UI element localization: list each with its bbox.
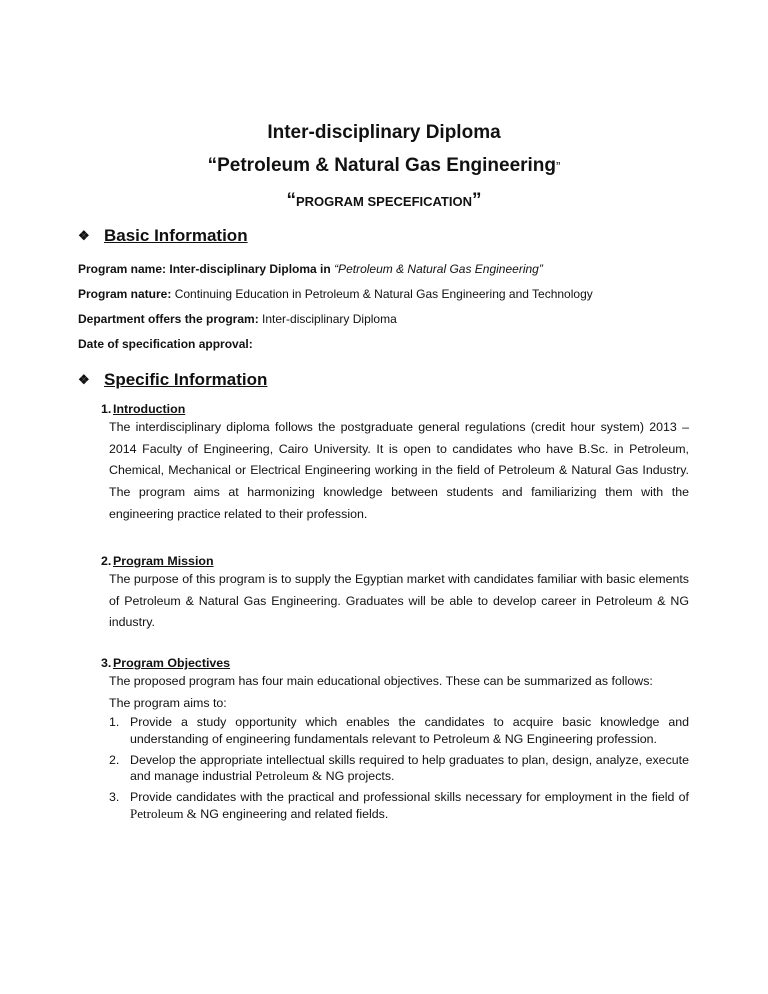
program-title xyxy=(0,155,768,177)
specific-information-label: Specific Information xyxy=(104,370,268,389)
mission-heading: Program Mission xyxy=(113,554,214,568)
objective-number: 2. xyxy=(109,752,120,767)
mission-section xyxy=(101,553,689,634)
objective-number: 3. xyxy=(109,790,120,805)
objectives-intro: The program aims to: xyxy=(109,695,227,710)
approval-date-line xyxy=(78,336,253,352)
close-quote: ” xyxy=(556,159,561,174)
objectives-body: The proposed program has four main educational objectives. These can be summarized as follows: xyxy=(109,674,653,688)
open-quote: “ xyxy=(286,190,296,211)
objective-item xyxy=(109,752,689,785)
department-value: Inter-disciplinary Diploma xyxy=(258,312,397,326)
document-title: Inter-disciplinary Diploma xyxy=(267,122,501,143)
section-number: 3. xyxy=(101,656,112,670)
objectives-section xyxy=(101,655,689,827)
introduction-heading: Introduction xyxy=(113,402,186,416)
department-line xyxy=(78,311,397,327)
section-number: 2. xyxy=(101,554,112,568)
objective-text: Provide a study opportunity which enables the candidates to acquire basic knowledge and understanding of engineering fundamentals relevant to Petroleum & NG Engineering profession. xyxy=(130,715,689,746)
diamond-bullet-icon: ❖ xyxy=(78,372,90,387)
basic-information-label: Basic Information xyxy=(104,226,248,245)
introduction-section xyxy=(101,401,689,526)
section-number: 1. xyxy=(101,402,112,416)
basic-information-heading xyxy=(78,226,248,246)
department-label: Department offers the program: xyxy=(78,312,259,326)
program-name-line xyxy=(78,261,543,277)
program-title-text: Petroleum & Natural Gas Engineering xyxy=(217,155,557,176)
specific-information-heading xyxy=(78,370,267,390)
objective-text-serif: Petroleum & xyxy=(255,768,323,784)
program-nature-value: Continuing Education in Petroleum & Natural Gas Engineering and Technology xyxy=(171,287,593,301)
objective-item xyxy=(109,789,689,822)
diamond-bullet-icon: ❖ xyxy=(78,228,90,243)
objective-text-end: NG engineering and related fields. xyxy=(196,806,389,821)
spec-subtitle xyxy=(0,190,768,212)
program-name-value: “Petroleum & Natural Gas Engineering” xyxy=(334,262,543,276)
program-nature-label: Program nature: xyxy=(78,287,172,301)
objectives-list xyxy=(109,714,689,822)
program-nature-line xyxy=(78,286,593,302)
objective-item xyxy=(109,714,689,747)
objectives-heading: Program Objectives xyxy=(113,656,231,670)
mission-body: The purpose of this program is to supply the Egyptian market with candidates familiar with basic elements of Petroleum & Natural Gas Engineering. Graduates will be able to develop career in Petroleum & NG industry. xyxy=(109,572,689,630)
objective-text-serif: Petroleum & xyxy=(130,805,197,821)
approval-date-label: Date of specification approval: xyxy=(78,337,253,351)
program-name-label: Program name: Inter-disciplinary Diploma in xyxy=(78,262,335,276)
close-quote: ” xyxy=(472,190,482,211)
open-quote: “ xyxy=(207,155,218,176)
objective-text-end: NG projects. xyxy=(322,769,395,784)
objective-text: Provide candidates with the practical and professional skills necessary for employment in the field of xyxy=(130,790,689,805)
objective-text: Develop the appropriate intellectual skills required to help graduates to plan, design, analyze, execute and manage industrial xyxy=(130,752,689,784)
objective-number: 1. xyxy=(109,715,120,730)
introduction-body: The interdisciplinary diploma follows the postgraduate general regulations (credit hour system) 2013 – 2014 Faculty of Engineering, Cairo University. It is open to candidates who have B.Sc. in Petroleum, Chemical, Mechanical or Electrical Engineering working in the field of Petroleum & Natural Gas Industry. The program aims at harmonizing knowledge between students and familiarizing them with the engineering practice related to their profession. xyxy=(109,420,689,521)
spec-subtitle-text: PROGRAM SPECEFICATION xyxy=(296,194,472,209)
